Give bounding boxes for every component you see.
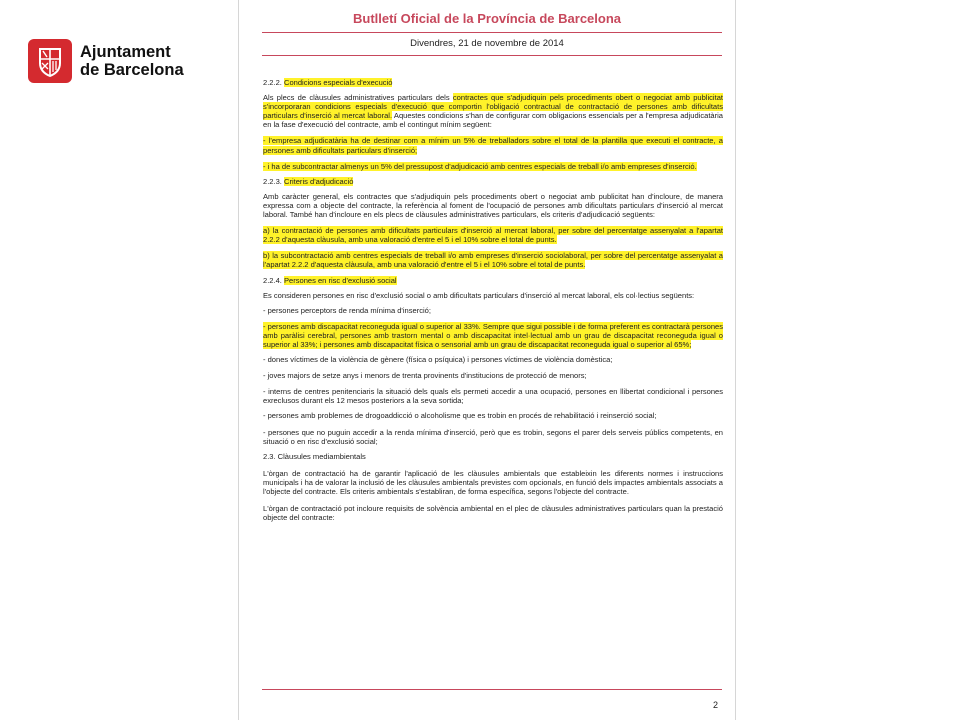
highlighted-text: - persones amb discapacitat reconeguda igual o superior al 33%. Sempre que sigui possible i de forma preferent es contractarà persones amb paràlisi cerebral, persones amb trastorn mental o amb discapacitat intel·lectual amb un grau de discapacitat reconeguda igual o superior al 33%; i persones amb discapacitat física o sensorial amb un grau de discapacitat reconeguda igual o superior al 65%; — [263, 321, 723, 349]
paragraph-2-2-4-intro: Es consideren persones en risc d'exclusió social o amb dificultats particulars d'inserció al mercat laboral, els col·lectius següents: — [263, 290, 695, 300]
section-title: Condicions especials d'execució — [284, 78, 393, 87]
list-item-2-2-4-1: - persones perceptors de renda mínima d'inserció; — [263, 305, 431, 315]
section-number: 2.2.4. — [263, 275, 282, 285]
highlighted-text: contractes que s'adjudiquin pels procediments obert o negociat amb publicitat s'incorporaran condicions especials d'execució que comportin l'obligació contractual de contractació de persones amb dificultats particulars d'inserció al mercat laboral. — [263, 93, 723, 121]
section-heading-2-2-2 — [263, 78, 723, 87]
paragraph-2-2-3-intro: Amb caràcter general, els contractes que s'adjudiquin pels procediments obert o negociat amb publicitat han d'incloure, de manera expressa com a objecte del contracte, la referència al foment de l'ocupació de persones amb dificultats particulars d'inserció al mercat laboral. També han d'incloure en els plecs de clàusules administratives particulars, els criteris d'adjudicació següents: — [263, 191, 723, 220]
ajuntament-logo — [18, 28, 210, 94]
list-item-2-2-4-7: - persones que no puguin accedir a la renda mínima d'inserció, però que es trobin, segons el parer dels serveis públics competents, en situació o en risc d'exclusió social; — [263, 427, 723, 446]
document-page — [239, 0, 735, 720]
list-item-2-2-4-2 — [263, 322, 723, 349]
paragraph-2-3-2: L'òrgan de contractació pot incloure requisits de solvència ambiental en el plec de clàusules administratives particulars quan la prestació objecte del contracte: — [263, 504, 723, 523]
paragraph-2-3-1: L'òrgan de contractació ha de garantir l'aplicació de les clàusules ambientals que estableixin les diferents normes i instruccions municipals i ha de valorar la inclusió de les clàusules ambientals previstes com opcionals, en funció dels impactes ambientals associats a l'objecte del contracte. Els criteris ambientals s'establiran, de forma específica, segons l'objecte del contracte. — [263, 468, 723, 496]
logo-line-2: de Barcelona — [80, 61, 184, 79]
page-number: 2 — [713, 700, 719, 710]
highlighted-text: - i ha de subcontractar almenys un 5% del pressupost d'adjudicació amb centres especials de treball i/o amb empreses d'inserció. — [263, 161, 697, 171]
section-number: 2.2.3. — [263, 176, 282, 186]
list-item-2-2-3-b — [263, 251, 723, 269]
section-number: 2.2.2. — [263, 78, 282, 87]
list-item-2-2-2-1 — [263, 136, 723, 154]
list-item-2-2-4-3: - dones víctimes de la violència de gènere (física o psíquica) i persones víctimes de violència domèstica; — [263, 355, 613, 365]
highlighted-text: - l'empresa adjudicatària ha de destinar com a mínim un 5% de treballadors sobre el total de la plantilla que executi el contracte, a persones amb dificultats particulars d'inserció; — [263, 136, 723, 155]
logo-wordmark — [80, 43, 184, 79]
highlighted-text: a) la contractació de persones amb dificultats particulars d'inserció al mercat laboral, per sobre del percentatge assenyalat a l'apartat 2.2.2 d'aquesta clàusula, amb una valoració d'entre el 5 i el 10% sobre el total de punts. — [263, 226, 723, 245]
section-heading-2-3: 2.3. Clàusules mediambientals — [263, 451, 366, 461]
list-item-2-2-4-5: - interns de centres penitenciaris la situació dels quals els permeti accedir a una ocupació, persones en llibertat condicional i persones exreclusos durant els 12 mesos posteriors a la seva sortida; — [263, 387, 723, 406]
section-title: Persones en risc d'exclusió social — [284, 275, 397, 285]
list-item-2-2-4-6: - persones amb problemes de drogoaddicció o alcoholisme que es trobin en procés de rehabilitació i reinserció social; — [263, 411, 657, 421]
section-title: Criteris d'adjudicació — [284, 176, 354, 186]
header-rule-top — [262, 32, 722, 33]
list-item-2-2-4-4: - joves majors de setze anys i menors de trenta provinents d'institucions de protecció de menors; — [263, 371, 587, 381]
section-heading-2-2-3 — [263, 177, 723, 186]
bulletin-title: Butlletí Oficial de la Província de Barcelona — [352, 11, 622, 26]
publication-date: Divendres, 21 de novembre de 2014 — [410, 38, 564, 49]
page-edge-right — [735, 0, 736, 720]
highlighted-text: b) la subcontractació amb centres especials de treball i/o amb empreses d'inserció sociolaboral, per sobre del percentatge assenyalat a l'apartat 2.2.2 d'aquesta clàusula, amb una valoració d'entre el 5 i el 10% sobre el total de punts. — [263, 251, 723, 270]
text-run: Aquestes condicions s'han de configurar com obligacions essencials per a l'empresa adjudicatària en la fase d'execució del contracte, amb el contingut mínim següent: — [263, 111, 723, 130]
section-heading-2-2-4 — [263, 276, 723, 285]
paragraph-2-2-2-intro — [263, 93, 723, 129]
logo-line-1: Ajuntament — [80, 43, 171, 61]
footer-rule — [262, 689, 722, 690]
header-rule-bottom — [262, 55, 722, 56]
list-item-2-2-3-a — [263, 226, 723, 244]
list-item-2-2-2-2 — [263, 162, 723, 171]
barcelona-shield-icon — [28, 39, 72, 83]
text-run: Als plecs de clàusules administratives particulars dels — [263, 93, 453, 103]
document-body — [263, 78, 723, 522]
